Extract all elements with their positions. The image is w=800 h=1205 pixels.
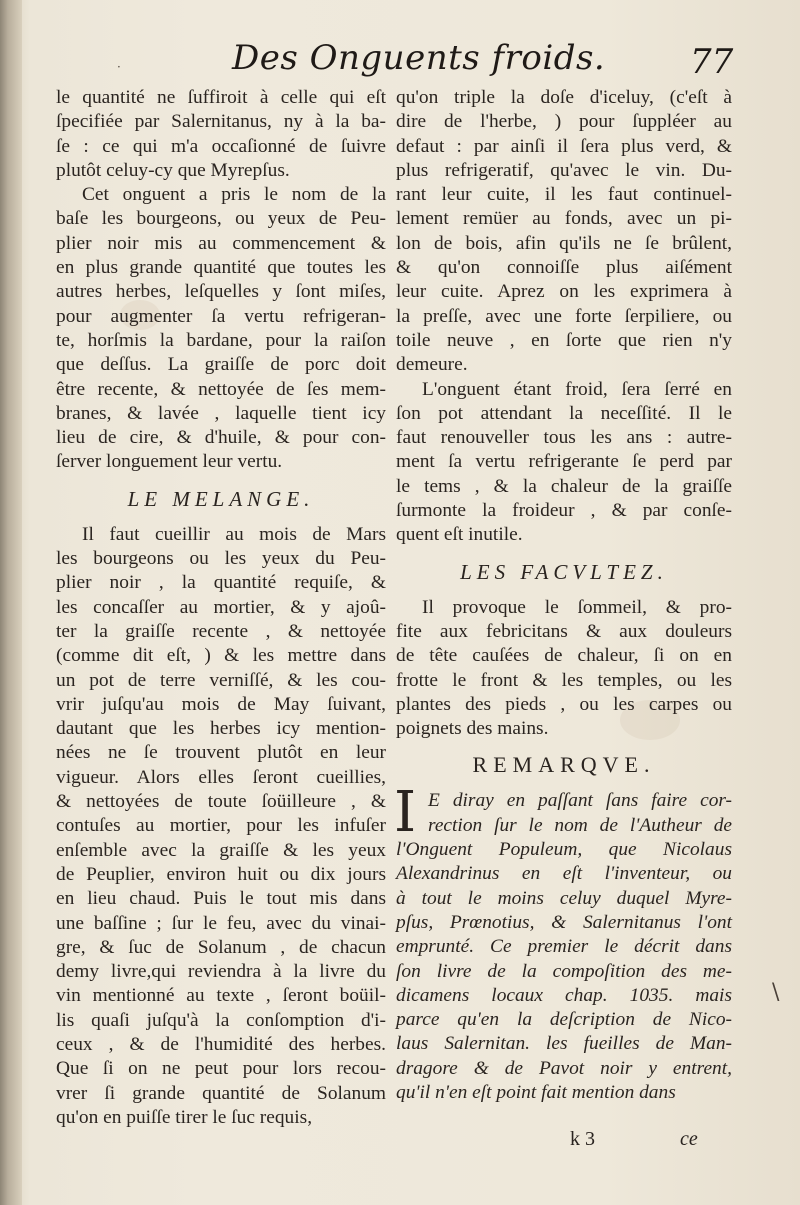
text-line: pſus, Prœnotius, & Salernitanus l'ont <box>396 911 732 933</box>
ink-speck: · <box>117 60 121 74</box>
text-line: qu'on en puiſſe tirer le ſuc requis, <box>56 1106 313 1128</box>
text-line: qu'on triple la doſe d'iceluy, (c'eſt à <box>396 87 732 108</box>
text-line: Cet onguent a pris le nom de la <box>82 184 386 206</box>
text-line: (comme dit eſt, ) & les mettre dans <box>56 645 386 667</box>
text-line: te, horſmis la bardane, pour la raiſon <box>56 329 386 351</box>
text-line: pour augmenter ſa vertu refrigeran- <box>56 305 386 327</box>
text-line: poignets des mains. <box>396 718 549 740</box>
text-line: rection ſur le nom de l'Autheur de <box>428 814 732 836</box>
text-line: dragore & de Pavot noir y entrent, <box>396 1057 732 1079</box>
text-line: les bourgeons ou les yeux du Peu- <box>56 548 386 570</box>
text-line: un pot de terre verniſſé, & les cou- <box>56 669 386 691</box>
text-line: gre, & ſuc de Solanum , de chacun <box>56 936 386 958</box>
text-line: lement remüer au fonds, avec un pi- <box>396 208 732 230</box>
text-line: autres herbes, leſquelles y ſont miſes, <box>56 281 386 303</box>
text-line: vrir juſqu'au mois de May ſuivant, <box>56 693 386 715</box>
text-line: frotte le front & les temples, ou les <box>396 669 732 691</box>
margin-mark: \ <box>772 980 780 1005</box>
section-heading-facultez: LES FACVLTEZ. <box>460 559 668 584</box>
text-line: Que ſi on ne peut pour lors recou- <box>56 1058 386 1080</box>
text-line: lon de bois, afin qu'ils ne ſe brûlent, <box>396 232 732 254</box>
paragraph-facultez <box>396 596 732 742</box>
text-line: laus Salernitan. les fueilles de Man- <box>396 1033 732 1055</box>
paragraph-preparation <box>396 86 732 378</box>
text-line: contuſes au mortier, pour les infuſer <box>56 815 386 837</box>
text-line: leur cuite. Aprez on les exprimera à <box>396 281 732 303</box>
text-line: ſon livre de la compoſition des me- <box>396 960 732 982</box>
text-line: demeure. <box>396 354 468 376</box>
remarque-block <box>394 780 732 1105</box>
text-line: ſpecifiée par Salernitanus, ny à la ba- <box>56 111 386 133</box>
text-line: emprunté. Ce premier le décrit dans <box>396 936 732 958</box>
paragraph-onguent-name <box>56 183 386 475</box>
text-line: Il provoque le ſommeil, & pro- <box>422 596 732 618</box>
paragraph-storage <box>396 378 732 548</box>
text-line: enſemble avec la graiſſe & les yeux <box>56 839 386 861</box>
text-line: L'onguent étant froid, ſera ſerré en <box>422 378 732 400</box>
text-line: le quantité ne ſuffiroit à celle qui eſt <box>56 87 386 108</box>
text-line: ter la graiſſe recente , & nettoyée <box>56 620 386 642</box>
text-line: plutôt celuy-cy que Myrepſus. <box>56 159 290 181</box>
text-line: être recente, & nettoyée de ſes mem- <box>56 378 386 400</box>
text-line: plier noir mis au commencement & <box>56 232 386 254</box>
text-line: & qu'on connoiſſe plus aiſément <box>396 257 732 279</box>
text-line: l'Onguent Populeum, que Nicolaus <box>396 839 732 861</box>
catchword: ce <box>680 1128 698 1150</box>
text-line: E diray en paſſant ſans faire cor- <box>428 790 732 812</box>
text-line: dicamens locaux chap. 1035. mais <box>396 984 732 1006</box>
paragraph-continuation <box>56 86 386 183</box>
text-line: Il faut cueillir au mois de Mars <box>82 523 386 545</box>
text-line: quent eſt inutile. <box>396 524 523 546</box>
text-line: vin mentionné au texte , ſeront boüil- <box>56 985 386 1007</box>
text-line: lis quaſi juſqu'à la conſomption d'i- <box>56 1009 386 1031</box>
paragraph-remarque <box>394 780 732 1105</box>
drop-cap-letter: I <box>394 780 417 846</box>
text-line: baſe les bourgeons, ou yeux de Peu- <box>56 208 386 230</box>
left-column <box>56 86 386 1130</box>
section-heading-remarque: REMARQVE. <box>472 752 656 778</box>
text-line: les concaſſer au mortier, & y ajoû- <box>56 596 386 618</box>
text-line: plantes des pieds , ou les carpes ou <box>396 693 732 715</box>
text-line: une baſſine ; ſur le feu, avec du vinai- <box>56 912 386 934</box>
text-line: ſon pot attendant la neceſſité. Il le <box>396 402 732 424</box>
text-line: le tems , & la chaleur de la graiſſe <box>396 475 732 497</box>
text-line: dire de l'herbe, ) pour ſuppléer au <box>396 111 732 133</box>
text-line: que deſſus. La graiſſe de porc doit <box>56 354 386 376</box>
text-line: plus refrigeratif, qu'avec le vin. Du- <box>396 159 732 181</box>
text-line: plier noir , la quantité requiſe, & <box>56 572 386 594</box>
text-line: ment ſa vertu refrigerante ſe perd par <box>396 451 732 473</box>
text-line: ſe : ce qui m'a occaſionné de ſuivre <box>56 135 386 157</box>
signature-mark: k 3 <box>570 1128 595 1150</box>
text-line: de tête cauſées de chaleur, ſi on en <box>396 645 732 667</box>
book-spine-shadow <box>0 0 22 1205</box>
text-line: demy livre,qui reviendra à la livre du <box>56 961 386 983</box>
text-line: & nettoyées de toute ſoüilleure , & <box>56 791 386 813</box>
right-column <box>396 86 732 1105</box>
text-line: vrer ſi grande quantité de Solanum <box>56 1082 386 1104</box>
text-line: Alexandrinus en eſt l'inventeur, ou <box>396 863 732 885</box>
text-line: nées ne ſe trouvent plutôt en leur <box>56 742 386 764</box>
text-line: à tout le moins celuy duquel Myre- <box>396 887 732 909</box>
paragraph-melange <box>56 523 386 1130</box>
page-number: 77 <box>690 42 734 82</box>
text-line: faut renouveller tous les ans : autre- <box>396 427 732 449</box>
text-line: ſerver longuement leur vertu. <box>56 451 283 473</box>
text-line: la preſſe, avec une forte ſerpiliere, ou <box>396 305 732 327</box>
text-line: fite aux febricitans & aux douleurs <box>396 620 732 642</box>
text-line: en lieu chaud. Puis le tout mis dans <box>56 888 386 910</box>
text-line: qu'il n'en eſt point fait mention dans <box>396 1081 676 1103</box>
section-heading-melange: LE MELANGE. <box>127 486 315 511</box>
text-line: vigueur. Alors elles ſeront cueillies, <box>56 766 386 788</box>
text-line: rant leur cuite, il les faut continuel- <box>396 184 732 206</box>
text-line: branes, & lavée , laquelle tient icy <box>56 402 386 424</box>
text-line: ceux , & de l'humidité des herbes. <box>56 1033 386 1055</box>
text-line: defaut : par ainſi il ſera plus verd, & <box>396 135 732 157</box>
text-line: en plus grande quantité que toutes les <box>56 257 386 279</box>
text-line: lieu de cire, & d'huile, & pour con- <box>56 427 386 449</box>
running-title: Des Onguents froids. <box>232 38 606 78</box>
text-line: dautant que les herbes icy mention- <box>56 718 386 740</box>
text-line: toile neuve , en ſorte que rien n'y <box>396 329 732 351</box>
text-line: ſurmonte la froideur , & par conſe- <box>396 500 732 522</box>
text-line: parce qu'en la deſcription de Nico- <box>396 1009 732 1031</box>
text-line: de Peuplier, environ huit ou dix jours <box>56 863 386 885</box>
